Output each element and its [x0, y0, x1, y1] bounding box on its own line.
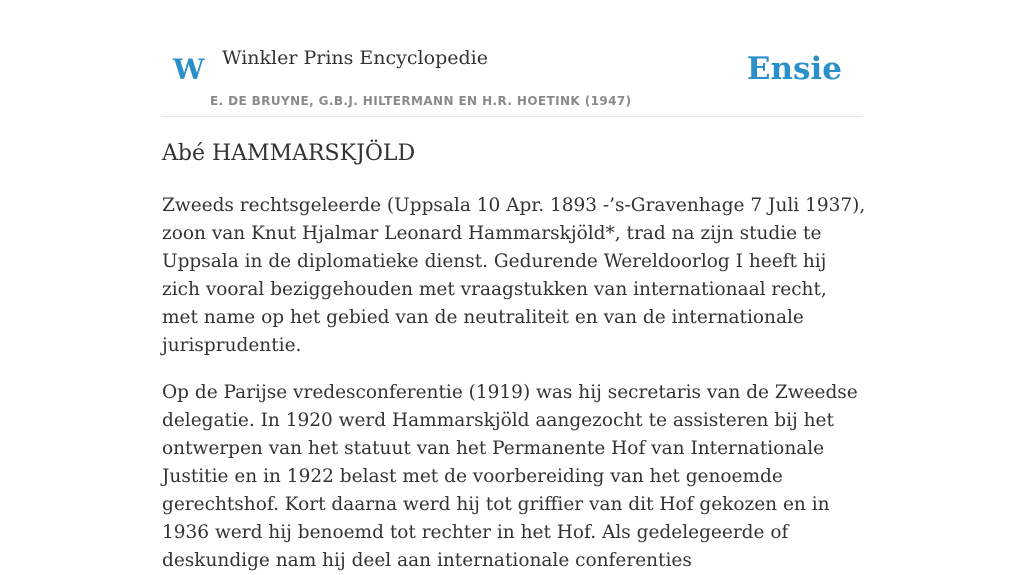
- brand-logo[interactable]: Ensie: [746, 51, 842, 87]
- article: [162, 138, 867, 575]
- publication-title[interactable]: Winkler Prins Encyclopedie: [222, 47, 488, 69]
- site-header: [162, 0, 862, 117]
- publication-authors: E. DE BRUYNE, G.B.J. HILTERMANN EN H.R. HOETINK (1947): [210, 94, 632, 108]
- publication-logo[interactable]: W: [173, 53, 205, 86]
- article-title: Abé HAMMARSKJÖLD: [162, 141, 416, 166]
- article-paragraph: Op de Parijse vredesconferentie (1919) was hij secretaris van de Zweedse delegatie. In 1920 werd Hammarskjöld aangezocht te assisteren bij het ontwerpen van het statuut van het Permanente Hof van Internationale Justitie en in 1922 belast met de voorbereiding van het genoemde gerechtshof. Kort daarna werd hij tot griffier van dit Hof gekozen en in 1936 werd hij benoemd tot rechter in het Hof. Als gedelegeerde of deskundige nam hij deel aan internationale conferenties: [162, 382, 858, 571]
- article-paragraph: Zweeds rechtsgeleerde (Uppsala 10 Apr. 1893 -’s-Gravenhage 7 Juli 1937), zoon van Knut Hjalmar Leonard Hammarskjöld*, trad na zijn studie te Uppsala in de diplomatieke dienst. Gedurende Wereldoorlog I heeft hij zich vooral beziggehouden met vraagstukken van internationaal recht, met name op het gebied van de neutraliteit en van de internationale jurisprudentie.: [162, 195, 866, 356]
